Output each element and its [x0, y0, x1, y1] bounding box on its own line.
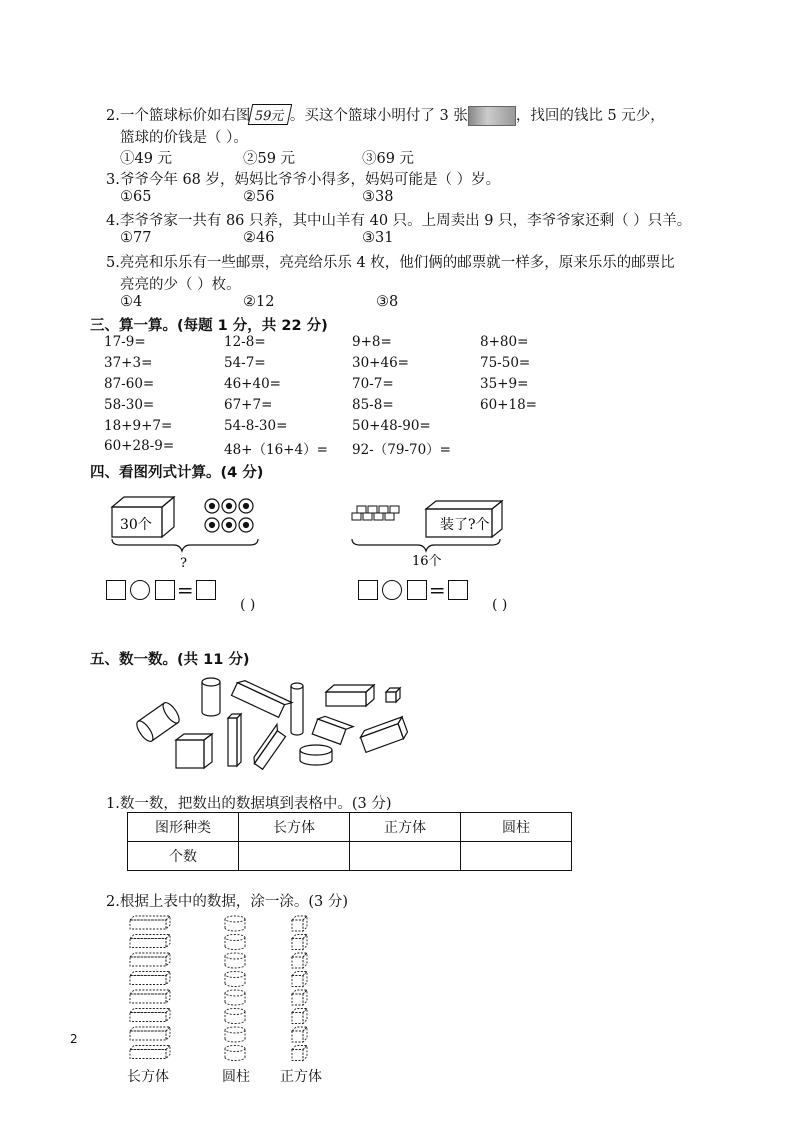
cube-cell[interactable]	[292, 972, 307, 987]
section-4-figures	[100, 495, 560, 575]
q5-option-3: ③8	[376, 294, 399, 310]
cuboid-shape	[326, 685, 374, 706]
equation-template-2	[358, 580, 468, 600]
column-label-cube: 正方体	[280, 1069, 322, 1085]
calc-problem: 50+48-90=	[352, 418, 431, 434]
page-number: 2	[70, 1032, 78, 1046]
q5-option-1: ①4	[120, 294, 143, 310]
q2-line2: 篮球的价钱是（ ）。	[120, 130, 248, 146]
sub-question-1: 1.数一数，把数出的数据填到表格中。(3 分)	[106, 796, 392, 812]
box1-label: 30个	[120, 517, 152, 533]
brace-2	[352, 539, 500, 551]
q2-text-b: 。买这个篮球小明付了 3 张	[289, 108, 468, 124]
cube-cell[interactable]	[292, 1009, 307, 1024]
table-row	[128, 813, 572, 842]
calc-problem: 60+18=	[480, 397, 537, 413]
calc-problem: 75-50=	[480, 355, 531, 371]
q2-text-a: 2.一个篮球标价如右图	[106, 108, 251, 124]
q4-option-1: ①77	[120, 230, 152, 246]
q4-option-3: ③31	[362, 230, 394, 246]
calc-problem: 48+（16+4）=	[224, 442, 328, 458]
equals-sign: =	[428, 578, 446, 602]
equation-template-1	[106, 580, 216, 600]
section-5-title: 五、数一数。(共 11 分)	[90, 652, 250, 668]
q2-text-c: ，找回的钱比 5 元少，	[515, 108, 665, 124]
brace-1	[112, 539, 258, 551]
cylinder-cell[interactable]	[225, 953, 245, 968]
cube-shape	[386, 688, 400, 702]
q5-text: 5.亮亮和乐乐有一些邮票，亮亮给乐乐 4 枚，他们俩的邮票就一样多，原来乐乐的邮票比	[106, 255, 675, 271]
answer-box[interactable]	[155, 580, 175, 600]
calc-problem: 54-8-30=	[224, 418, 288, 434]
calc-problem: 85-8=	[352, 397, 394, 413]
unit-paren-1[interactable]: ( )	[240, 597, 256, 613]
section-4-title: 四、看图列式计算。(4 分)	[90, 465, 264, 481]
cuboid-cell[interactable]	[130, 1027, 170, 1040]
q4-option-2: ②46	[243, 230, 275, 246]
cylinder-cell[interactable]	[225, 916, 245, 931]
brace2-label: 16个	[412, 554, 442, 569]
q3-text: 3.爷爷今年 68 岁，妈妈比爷爷小得多，妈妈可能是（ ）岁。	[106, 172, 501, 188]
cylinder-shape	[202, 678, 220, 716]
answer-box[interactable]	[407, 580, 427, 600]
cuboid-cell[interactable]	[130, 972, 170, 985]
calc-problem: 35+9=	[480, 376, 529, 392]
cuboid-cell[interactable]	[130, 935, 170, 948]
cuboid-cell[interactable]	[130, 953, 170, 966]
price-tag: 59元	[248, 104, 292, 125]
q4-text: 4.李爷爷家一共有 86 只养，其中山羊有 40 只。上周卖出 9 只，李爷爷家还剩（ ）只羊。	[106, 213, 692, 229]
table-header-cell: 正方体	[350, 813, 461, 842]
calc-problem: 67+7=	[224, 397, 273, 413]
answer-box[interactable]	[448, 580, 468, 600]
sub-question-2: 2.根据上表中的数据，涂一涂。(3 分)	[106, 894, 348, 910]
calc-problem: 12-8=	[224, 334, 266, 350]
calc-problem: 60+28-9=	[104, 438, 175, 454]
calc-problem: 87-60=	[104, 376, 155, 392]
unit-paren-2[interactable]: ( )	[492, 597, 508, 613]
cylinder-cell[interactable]	[225, 990, 245, 1005]
cube-cell[interactable]	[292, 990, 307, 1005]
calc-problem: 58-30=	[104, 397, 155, 413]
column-label-cuboid: 长方体	[127, 1069, 169, 1085]
cylinder-shape	[134, 700, 182, 744]
calc-problem: 30+46=	[352, 355, 409, 371]
cuboid-cell[interactable]	[130, 916, 170, 929]
cube-shape	[176, 734, 212, 768]
cuboid-shape	[251, 724, 288, 769]
calc-problem: 46+40=	[224, 376, 281, 392]
equals-sign: =	[176, 578, 194, 602]
cube-cell[interactable]	[292, 953, 307, 968]
cube-cell[interactable]	[292, 1046, 307, 1061]
cuboid-shape	[228, 714, 241, 766]
q3-option-2: ②56	[243, 189, 275, 205]
calc-problem: 92-（79-70）=	[352, 442, 451, 458]
calc-problem: 8+80=	[480, 334, 529, 350]
cuboid-cell[interactable]	[130, 1009, 170, 1022]
q2-option-3: ③69 元	[362, 151, 415, 167]
answer-box[interactable]	[358, 580, 378, 600]
q3-option-1: ①65	[120, 189, 152, 205]
answer-cell[interactable]	[461, 842, 572, 871]
cylinder-cell[interactable]	[225, 935, 245, 950]
q2-line1	[106, 104, 665, 126]
cylinder-cell[interactable]	[225, 1046, 245, 1061]
cuboid-shape	[359, 717, 409, 752]
table-header-cell: 长方体	[239, 813, 350, 842]
cuboid-cell[interactable]	[130, 990, 170, 1003]
cuboid-cell[interactable]	[130, 1046, 170, 1059]
solids-figure	[130, 672, 430, 776]
cube-cell[interactable]	[292, 1027, 307, 1042]
calc-problem: 9+8=	[352, 334, 392, 350]
cylinder-shape	[300, 745, 332, 765]
answer-cell[interactable]	[239, 842, 350, 871]
operator-circle[interactable]	[382, 580, 402, 600]
q5-option-2: ②12	[243, 294, 275, 310]
q5-line2: 亮亮的少（ ）枚。	[120, 277, 241, 293]
brace1-label: ?	[180, 556, 187, 571]
calc-problem: 18+9+7=	[104, 418, 173, 434]
ball-icons	[205, 499, 253, 532]
cube-cell[interactable]	[292, 935, 307, 950]
coloring-columns[interactable]	[126, 912, 326, 1064]
table-row	[128, 842, 572, 871]
table-header-cell: 图形种类	[128, 813, 239, 842]
column-label-cylinder: 圆柱	[222, 1069, 250, 1085]
box2-label: 装了?个	[440, 517, 490, 533]
table-row-label: 个数	[128, 842, 239, 871]
cylinder-cell[interactable]	[225, 1009, 245, 1024]
calc-problem: 37+3=	[104, 355, 153, 371]
answer-box[interactable]	[196, 580, 216, 600]
calc-problem: 17-9=	[104, 334, 146, 350]
q3-option-3: ③38	[362, 189, 394, 205]
cuboid-shape	[312, 714, 353, 746]
cylinder-shape	[291, 683, 303, 735]
banknote-image	[468, 106, 516, 126]
answer-cell[interactable]	[350, 842, 461, 871]
calc-problem: 70-7=	[352, 376, 394, 392]
section-3-title: 三、算一算。(每题 1 分，共 22 分)	[90, 318, 328, 334]
calc-problem: 54-7=	[224, 355, 266, 371]
cylinder-cell[interactable]	[225, 1027, 245, 1042]
cylinder-cell[interactable]	[225, 972, 245, 987]
cup-icons	[352, 506, 399, 520]
answer-box[interactable]	[106, 580, 126, 600]
q2-option-1: ①49 元	[120, 151, 173, 167]
cube-cell[interactable]	[292, 916, 307, 931]
operator-circle[interactable]	[130, 580, 150, 600]
q2-option-2: ②59 元	[243, 151, 296, 167]
count-table	[127, 812, 572, 871]
table-header-cell: 圆柱	[461, 813, 572, 842]
